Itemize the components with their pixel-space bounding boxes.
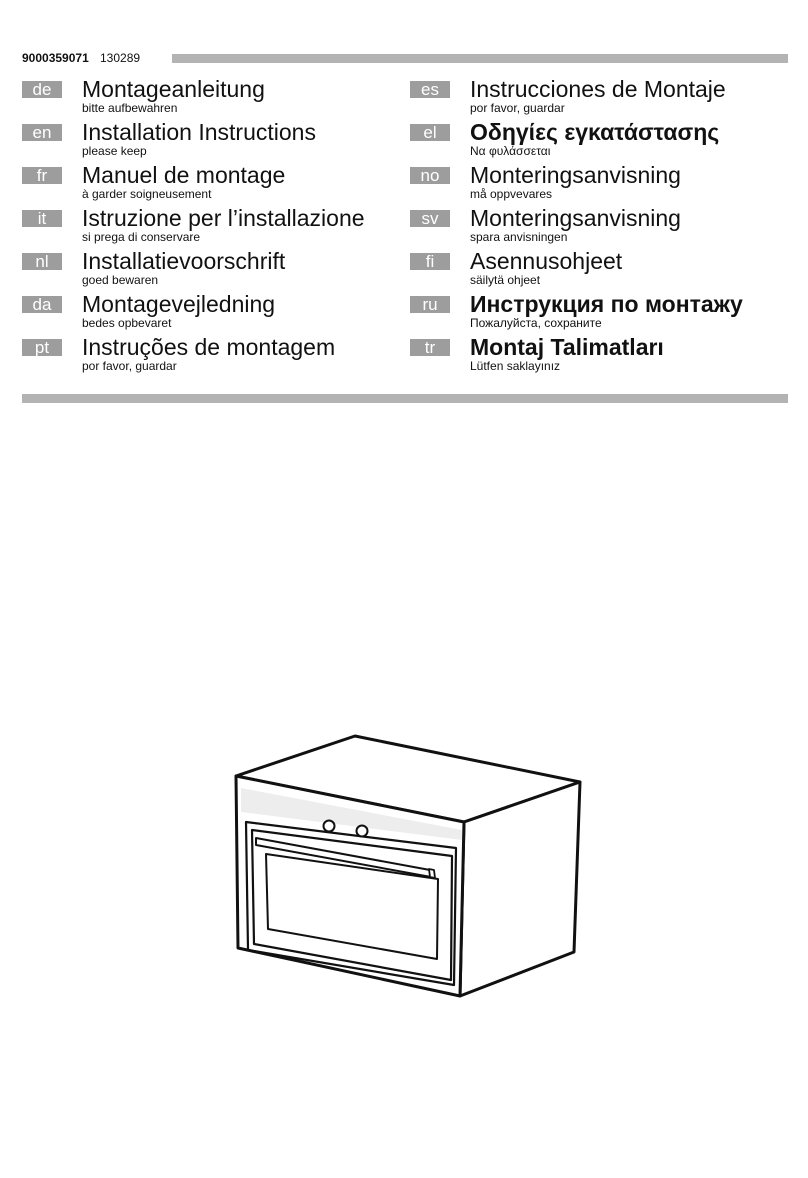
language-title: Инструкция по монтажу bbox=[470, 291, 743, 317]
language-title: Installatievoorschrift bbox=[82, 248, 286, 274]
language-note: goed bewaren bbox=[82, 273, 159, 287]
language-code-badge: ru bbox=[410, 296, 450, 313]
language-title: Istruzione per l’installazione bbox=[82, 205, 365, 231]
document-date-code: 130289 bbox=[100, 51, 141, 65]
language-entry bbox=[410, 76, 800, 119]
language-title: Monteringsanvisning bbox=[470, 162, 681, 188]
language-title: Monteringsanvisning bbox=[470, 205, 681, 231]
language-note: por favor, guardar bbox=[470, 101, 565, 115]
language-note: Lütfen saklayınız bbox=[470, 359, 561, 373]
language-title: Asennusohjeet bbox=[470, 248, 623, 274]
language-code-badge: fi bbox=[410, 253, 450, 270]
language-code-badge: en bbox=[22, 124, 62, 141]
language-note: Να φυλάσσεται bbox=[470, 144, 551, 158]
built-in-oven-icon bbox=[230, 730, 590, 1000]
language-entry bbox=[22, 334, 417, 377]
language-title: Instruções de montagem bbox=[82, 334, 336, 360]
language-code-badge: no bbox=[410, 167, 450, 184]
language-entry bbox=[410, 291, 800, 334]
language-code-badge: pt bbox=[22, 339, 62, 356]
language-entry bbox=[22, 291, 417, 334]
language-title: Installation Instructions bbox=[82, 119, 316, 145]
language-note: por favor, guardar bbox=[82, 359, 177, 373]
language-entry bbox=[410, 334, 800, 377]
language-title: Manuel de montage bbox=[82, 162, 286, 188]
language-code-badge: fr bbox=[22, 167, 62, 184]
language-code-badge: es bbox=[410, 81, 450, 98]
language-code-badge: nl bbox=[22, 253, 62, 270]
language-note: à garder soigneusement bbox=[82, 187, 212, 201]
document-number: 9000359071 bbox=[22, 51, 89, 65]
language-note: please keep bbox=[82, 144, 147, 158]
language-note: bitte aufbewahren bbox=[82, 101, 178, 115]
language-title: Instrucciones de Montaje bbox=[470, 76, 726, 102]
language-entry bbox=[410, 119, 800, 162]
language-entry bbox=[410, 162, 800, 205]
top-rule bbox=[172, 54, 788, 63]
language-note: Пожалуйста, сохраните bbox=[470, 316, 602, 330]
language-note: si prega di conservare bbox=[82, 230, 201, 244]
language-entry bbox=[22, 119, 417, 162]
language-title: Montageanleitung bbox=[82, 76, 265, 102]
language-code-badge: el bbox=[410, 124, 450, 141]
language-entry bbox=[410, 248, 800, 291]
language-entry bbox=[22, 76, 417, 119]
language-title: Οδηγίες εγκατάστασης bbox=[470, 119, 720, 145]
language-entry bbox=[22, 205, 417, 248]
language-code-badge: sv bbox=[410, 210, 450, 227]
language-title: Montagevejledning bbox=[82, 291, 276, 317]
language-note: spara anvisningen bbox=[470, 230, 568, 244]
language-list-right bbox=[410, 76, 800, 377]
language-code-badge: de bbox=[22, 81, 62, 98]
section-rule bbox=[22, 394, 788, 403]
language-code-badge: da bbox=[22, 296, 62, 313]
language-entry bbox=[410, 205, 800, 248]
language-code-badge: tr bbox=[410, 339, 450, 356]
language-code-badge: it bbox=[22, 210, 62, 227]
language-title: Montaj Talimatları bbox=[470, 334, 664, 360]
document-header bbox=[22, 50, 788, 66]
language-note: bedes opbevaret bbox=[82, 316, 172, 330]
language-list-left bbox=[22, 76, 417, 377]
language-entry bbox=[22, 162, 417, 205]
language-entry bbox=[22, 248, 417, 291]
language-note: må oppvevares bbox=[470, 187, 553, 201]
language-note: säilytä ohjeet bbox=[470, 273, 541, 287]
